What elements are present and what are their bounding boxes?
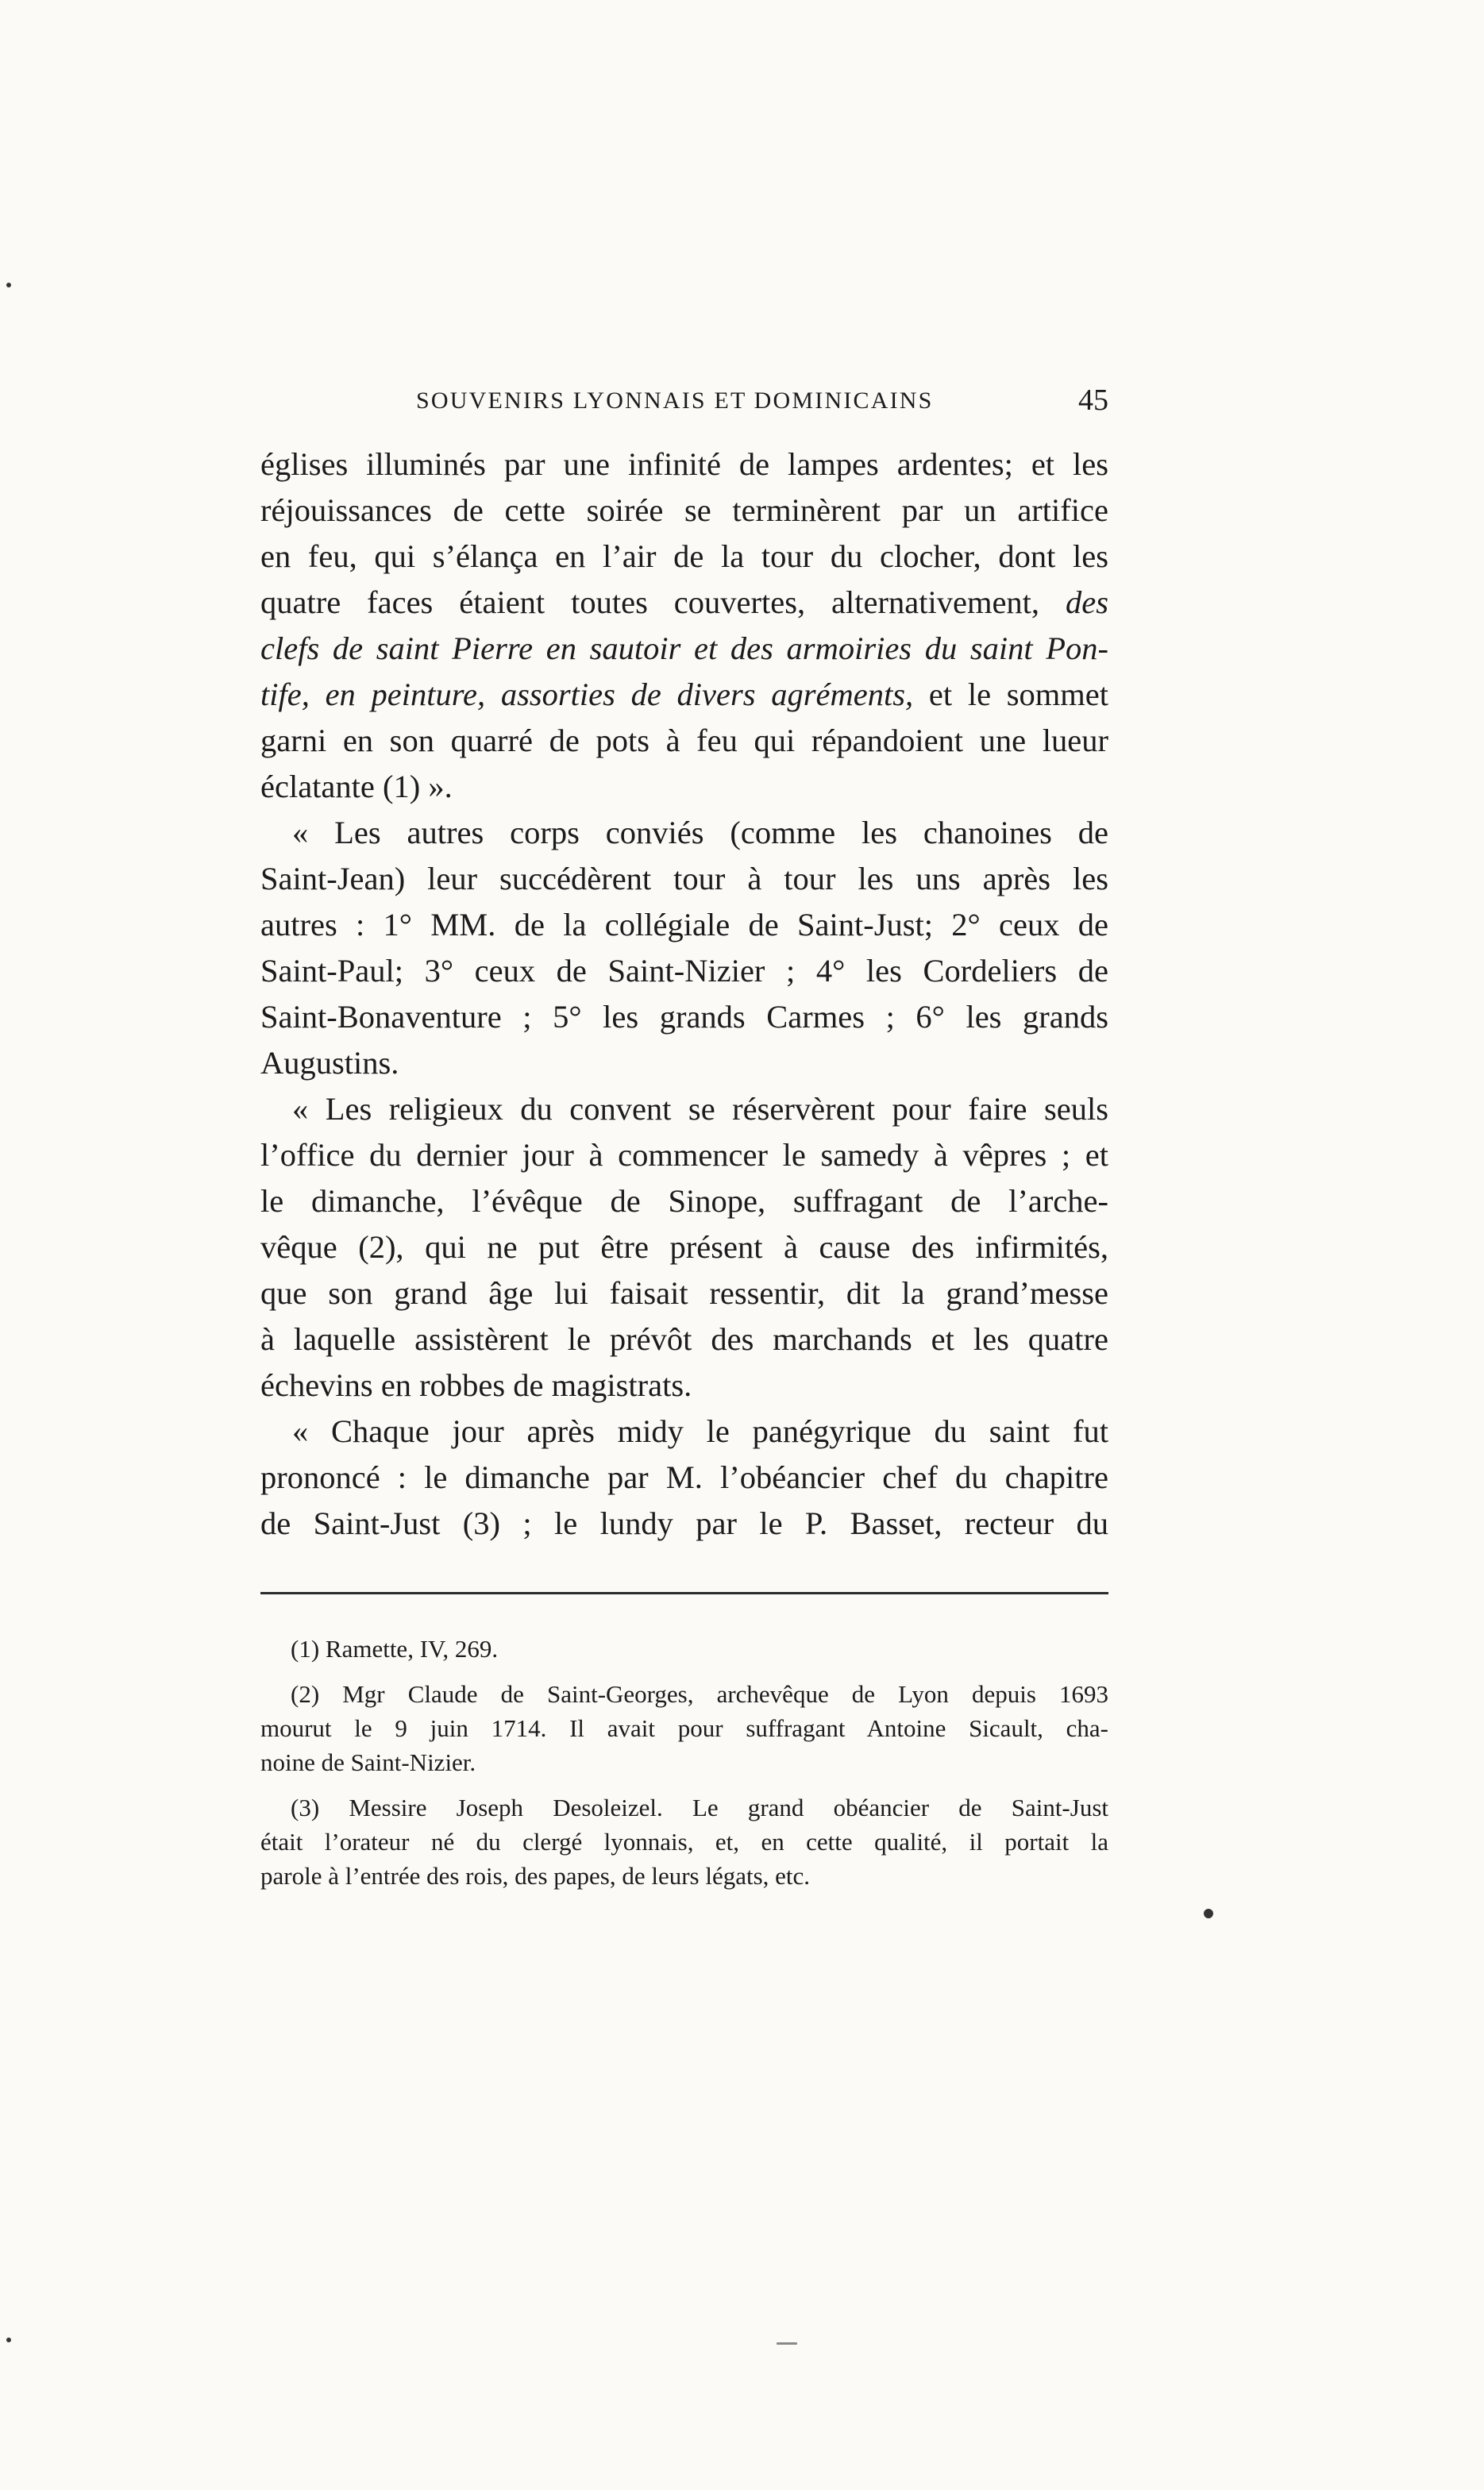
body-line: en feu, qui s’élança en l’air de la tour du clocher, dont les	[260, 538, 1108, 574]
body-line: que son grand âge lui faisait ressentir, dit la grand’messe	[260, 1275, 1108, 1311]
italic-line: tife, en peinture, assorties de divers agréments,	[260, 676, 914, 712]
body-line: « Les religieux du convent se réservèrent pour faire seuls	[292, 1091, 1108, 1127]
italic-fragment: des	[1066, 584, 1109, 620]
ink-speck	[6, 2338, 11, 2342]
footnote-rule	[260, 1592, 1108, 1594]
body-line-text: quatre faces étaient toutes couvertes, alternativement,	[260, 584, 1040, 620]
body-text	[260, 441, 1108, 1547]
body-line: à laquelle assistèrent le prévôt des marchands et les quatre	[260, 1321, 1108, 1357]
body-line	[260, 580, 1108, 626]
footnote-line: mourut le 9 juin 1714. Il avait pour suffragant Antoine Sicault, cha-	[260, 1714, 1108, 1742]
running-head	[260, 383, 1108, 422]
body-line: églises illuminés par une infinité de lampes ardentes; et les	[260, 446, 1108, 482]
ink-speck	[777, 2342, 797, 2345]
footnote-line: (1) Ramette, IV, 269.	[291, 1635, 499, 1663]
body-line: autres : 1° MM. de la collégiale de Saint-Just; 2° ceux de	[260, 907, 1108, 942]
body-line	[260, 672, 1108, 718]
running-title: SOUVENIRS LYONNAIS ET DOMINICAINS	[416, 387, 934, 414]
body-line: garni en son quarré de pots à feu qui répandoient une lueur	[260, 723, 1108, 758]
body-line-italic	[260, 626, 1108, 672]
body-line: Saint-Bonaventure ; 5° les grands Carmes ; 6° les grands	[260, 999, 1108, 1035]
body-line: Saint-Jean) leur succédèrent tour à tour les uns après les	[260, 861, 1108, 896]
ink-speck	[1204, 1909, 1213, 1918]
footnote-line: noine de Saint-Nizier.	[260, 1748, 476, 1776]
body-line: vêque (2), qui ne put être présent à cause des infirmités,	[260, 1229, 1108, 1265]
body-line: éclatante (1) ».	[260, 769, 453, 804]
body-line: « Les autres corps conviés (comme les chanoines de	[292, 815, 1108, 850]
body-line: l’office du dernier jour à commencer le samedy à vêpres ; et	[260, 1137, 1108, 1173]
ink-speck	[6, 283, 11, 287]
body-line: réjouissances de cette soirée se terminèrent par un artifice	[260, 492, 1108, 528]
page-number: 45	[1078, 384, 1108, 417]
footnote-line: (2) Mgr Claude de Saint-Georges, archevêque de Lyon depuis 1693	[291, 1680, 1108, 1708]
body-line: Augustins.	[260, 1045, 399, 1081]
body-line: prononcé : le dimanche par M. l’obéancier chef du chapitre	[260, 1459, 1108, 1495]
body-line-text: et le sommet	[928, 676, 1109, 712]
italic-line: clefs de saint Pierre en sautoir et des armoiries du saint Pon-	[260, 630, 1108, 666]
body-line: le dimanche, l’évêque de Sinope, suffragant de l’arche-	[260, 1183, 1108, 1219]
body-line: échevins en robbes de magistrats.	[260, 1367, 692, 1403]
body-line: de Saint-Just (3) ; le lundy par le P. Basset, recteur du	[260, 1505, 1108, 1541]
footnotes	[260, 1632, 1108, 1893]
body-line: Saint-Paul; 3° ceux de Saint-Nizier ; 4° les Cordeliers de	[260, 953, 1108, 989]
footnote-line: était l’orateur né du clergé lyonnais, et, en cette qualité, il portait la	[260, 1828, 1108, 1856]
footnote-line: parole à l’entrée des rois, des papes, de leurs légats, etc.	[260, 1862, 811, 1890]
footnote-line: (3) Messire Joseph Desoleizel. Le grand obéancier de Saint-Just	[291, 1794, 1108, 1821]
body-line: « Chaque jour après midy le panégyrique du saint fut	[292, 1413, 1108, 1449]
